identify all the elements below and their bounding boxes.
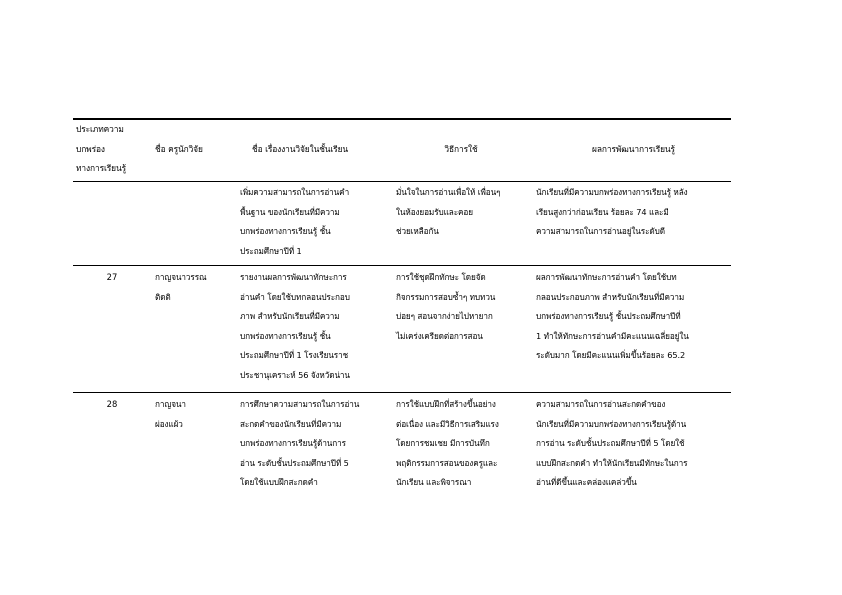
row-divider (73, 392, 731, 393)
row-method: การใช้ชุดฝึกทักษะ โดยจัด กิจกรรมการสอบซ้ำๆ ทบทวน บ่อยๆ สอนจากง่ายไปหายาก ไม่เคร่งเครียดต่อการสอน (396, 272, 496, 341)
row-research-title: เพิ่มความสามารถในการอ่านคำ พื้นฐาน ของนักเรียนที่มีความ บกพร่องทางการเรียนรู้ ชั้น ประถมศึกษาปีที่ 1 (240, 187, 350, 256)
row-method: การใช้แบบฝึกที่สร้างขึ้นอย่าง ต่อเนื่อง และมีวิธีการเสริมแรง โดยการชมเชย มีการบันทึก พฤติกรรมการสอนของครูและ นักเรียน และพิจารณา (396, 399, 499, 487)
row-divider (73, 265, 731, 266)
header-type: ประเภทความ บกพร่อง ทางการเรียนรู้ (76, 124, 126, 173)
row-researcher: กาญจนาวรรณ ติดติ (155, 272, 207, 302)
row-result: นักเรียนที่มีความบกพร่องทางการเรียนรู้ หลัง เรียนสูงกว่าก่อนเรียน ร้อยละ 74 และมี ความสามารถในการอ่านอยู่ในระดับดี (536, 187, 688, 236)
row-method: มั่นใจในการอ่านเพื่อให้ เพื่อนๆ ในห้องยอมรับและคอย ช่วยเหลือกัน (396, 187, 501, 236)
row-research-title: การศึกษาความสามารถในการอ่าน สะกดคำของนักเรียนที่มีความ บกพร่องทางการเรียนรู้ด้านการ อ่าน ระดับชั้นประถมศึกษาปีที่ 5 โดยใช้แบบฝึกสะกดคำ (240, 399, 360, 487)
row-research-title: รายงานผลการพัฒนาทักษะการ อ่านคำ โดยใช้บทกลอนประกอบ ภาพ สำหรับนักเรียนที่มีความ บกพร่องทางการเรียนรู้ ชั้น ประถมศึกษาปีที่ 1 โรงเรียนราช ประชานุเคราะห์ 56 จังหวัดน่าน (240, 272, 350, 380)
header-result: ผลการพัฒนาการเรียนรู้ (592, 144, 675, 154)
row-result: ความสามารถในการอ่านสะกดคำของ นักเรียนที่มีความบกพร่องทางการเรียนรู้ด้าน การอ่าน ระดับชั้นประถมศึกษาปีที่ 5 โดยใช้ แบบฝึกสะกดคำ ทำให้นักเรียนมีทักษะในการ อ่านที่ดีขึ้นและคล่องแคล่วขึ้น (536, 399, 688, 487)
header-researcher: ชื่อ ครูนักวิจัย (155, 144, 203, 154)
row-result: ผลการพัฒนาทักษะการอ่านคำ โดยใช้บท กลอนประกอบภาพ สำหรับนักเรียนที่มีความ บกพร่องทางการเรียนรู้ ชั้นประถมศึกษาปีที่ 1 ทำให้ทักษะการอ่านคำมีคะแนนเฉลี่ยอยู่ใน ระดับมาก โดยมีคะแนนเพิ่มขึ้นร้อยละ 65.2 (536, 272, 689, 360)
header-research-title: ชื่อ เรื่องงานวิจัยในชั้นเรียน (252, 144, 349, 154)
table-header-rule (73, 181, 731, 182)
row-number: 27 (106, 272, 118, 282)
table-top-rule (73, 118, 731, 120)
header-method: วิธีการใช้ (444, 144, 478, 154)
row-number: 28 (106, 399, 118, 409)
row-researcher: กาญจนา ผ่องแผ้ว (155, 399, 186, 429)
